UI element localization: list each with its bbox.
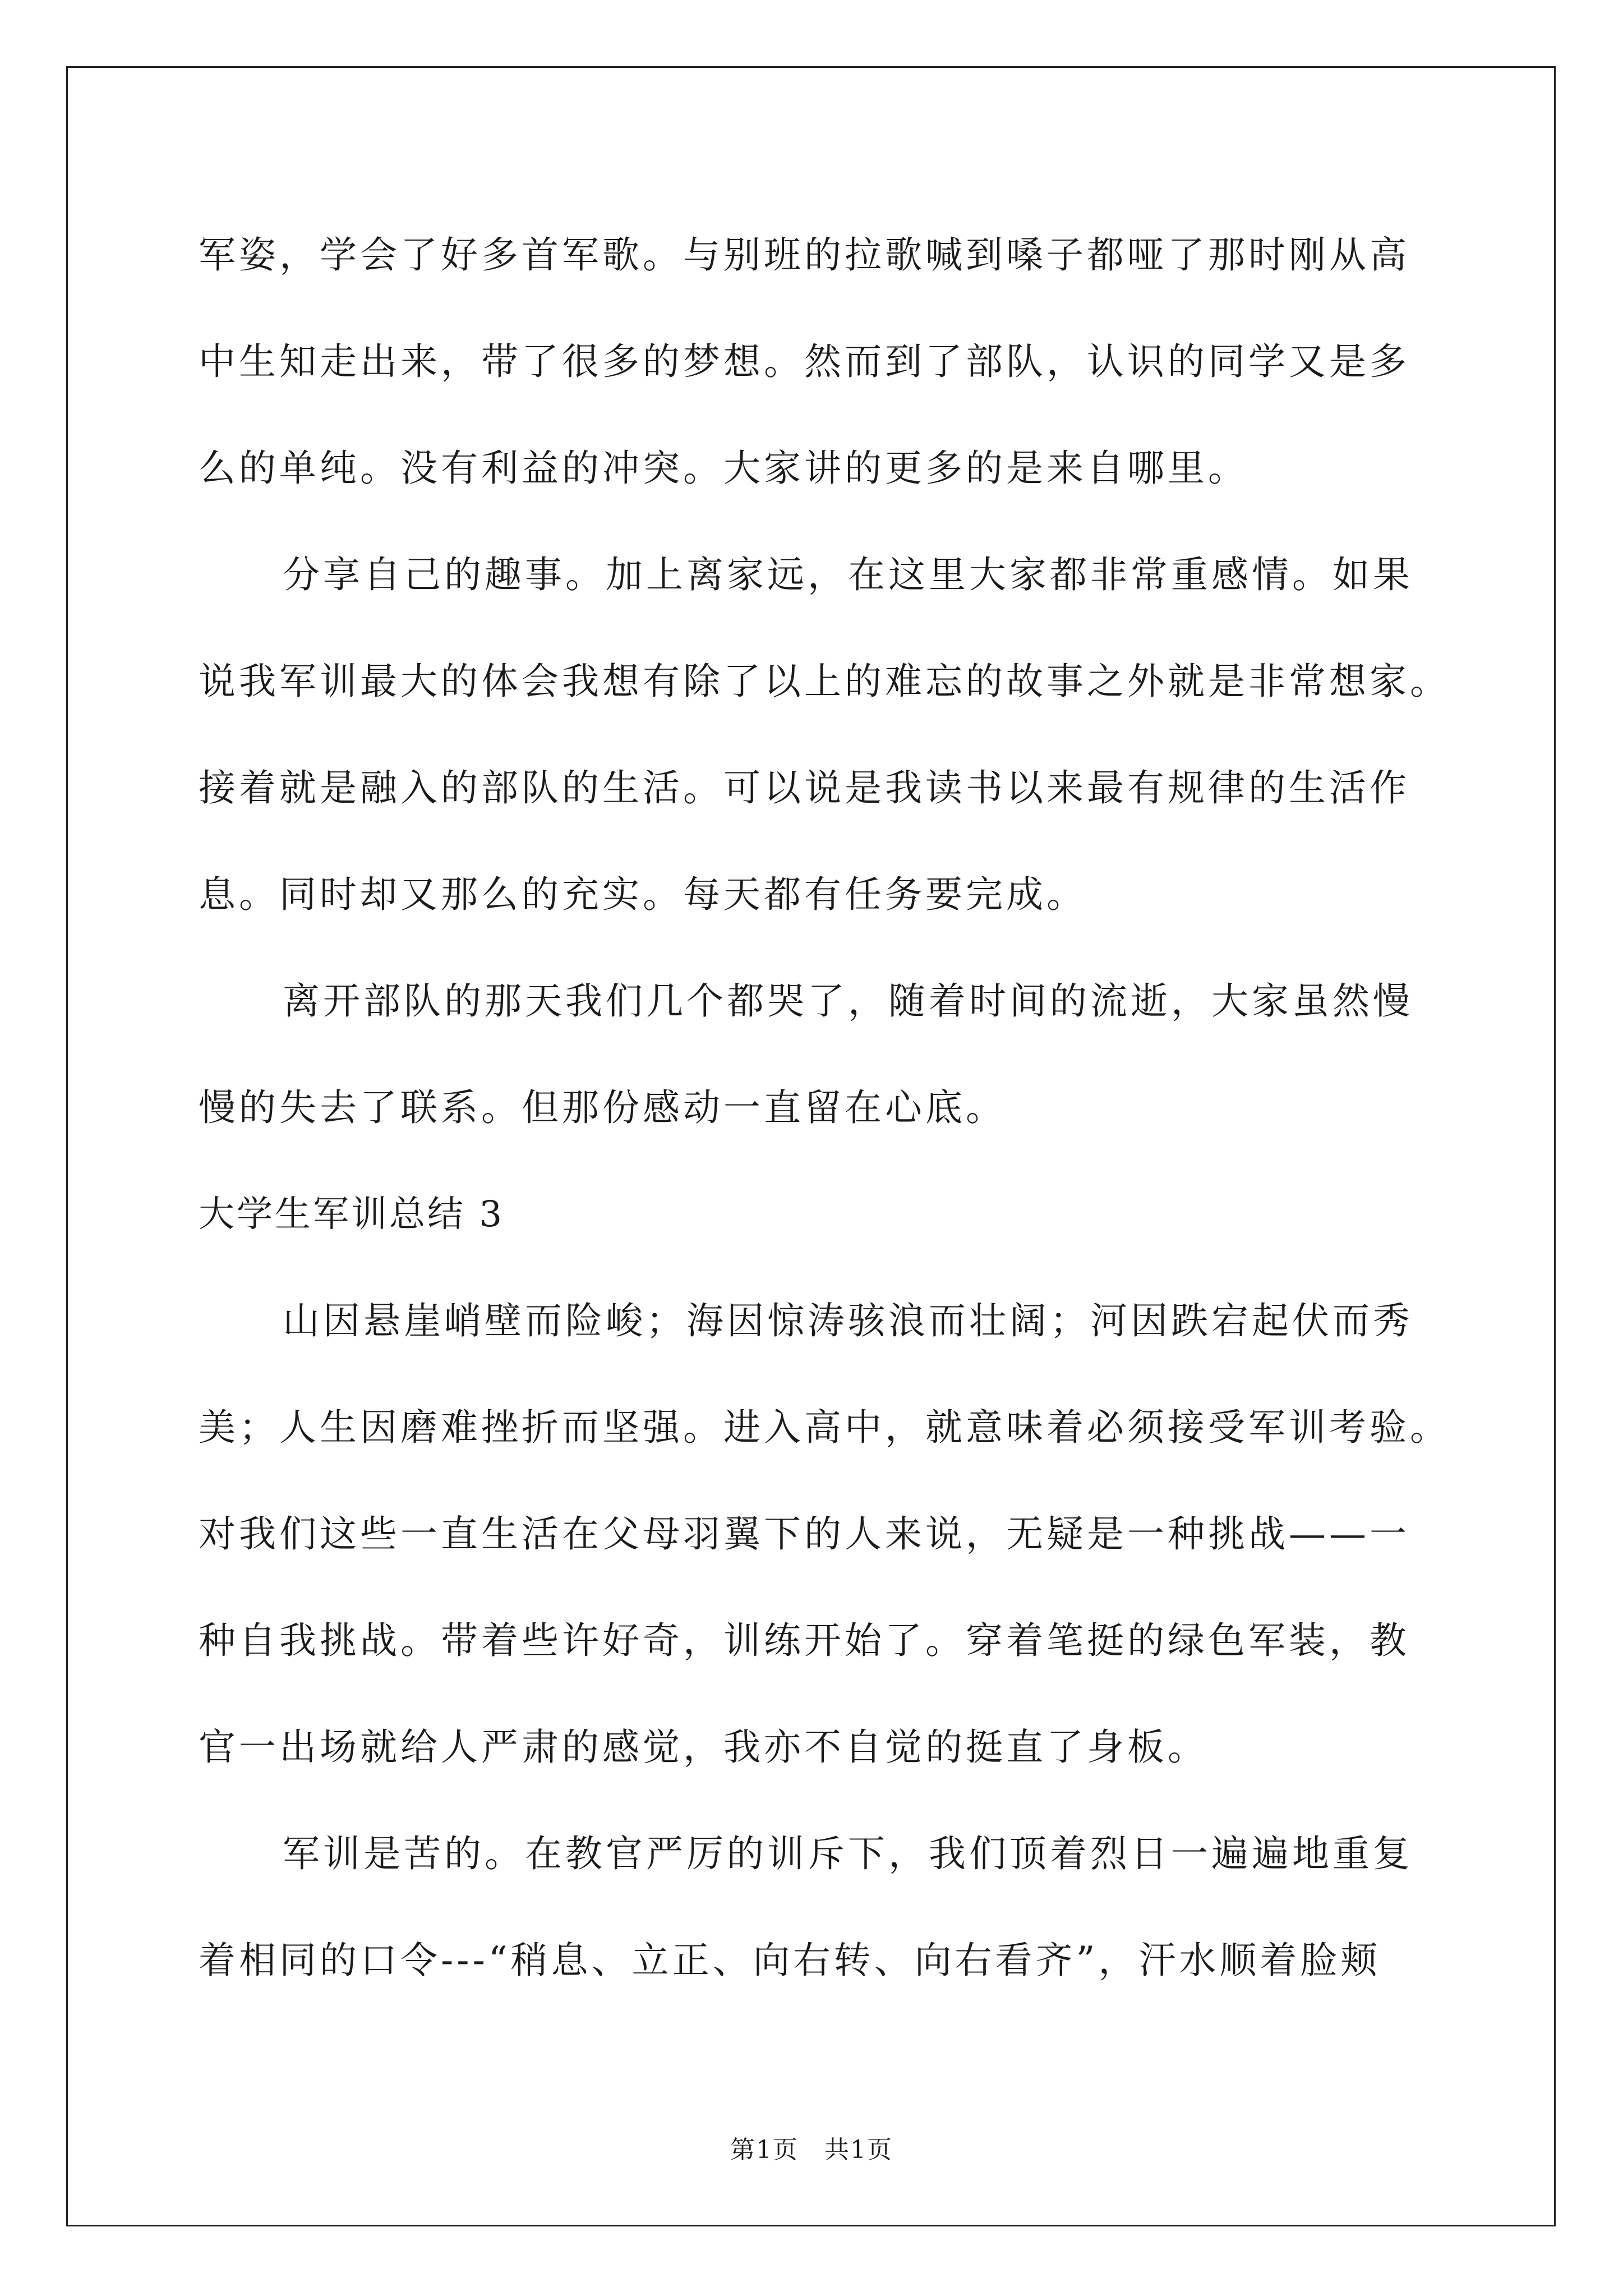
text-line: 么的单纯。没有利益的冲突。大家讲的更多的是来自哪里。 [199, 447, 1248, 490]
text-line: 军姿，学会了好多首军歌。与别班的拉歌喊到嗓子都哑了那时刚从高 [199, 233, 1410, 277]
text-line: 接着就是融入的部队的生活。可以说是我读书以来最有规律的生活作 [199, 766, 1410, 809]
text-line: 军训是苦的。在教官严厉的训斥下，我们顶着烈日一遍遍地重复 [283, 1832, 1413, 1875]
page-number: 第1页 共1页 [730, 2136, 893, 2164]
text-line: 中生知走出来，带了很多的梦想。然而到了部队，认识的同学又是多 [199, 340, 1410, 383]
text-line: 息。同时却又那么的充实。每天都有任务要完成。 [199, 873, 1087, 916]
text-line: 着相同的口令---“稍息、立正、向右转、向右看齐”，汗水顺着脸颊 [199, 1939, 1381, 1982]
text-line: 对我们这些一直生活在父母羽翼下的人来说，无疑是一种挑战——一 [199, 1512, 1410, 1556]
text-line: 美；人生因磨难挫折而坚强。进入高中，就意味着必须接受军训考验。 [199, 1406, 1450, 1449]
text-line: 分享自己的趣事。加上离家远，在这里大家都非常重感情。如果 [283, 553, 1413, 596]
text-line: 慢的失去了联系。但那份感动一直留在心底。 [199, 1086, 1006, 1129]
page-footer [0, 2129, 1623, 2165]
text-line: 种自我挑战。带着些许好奇，训练开始了。穿着笔挺的绿色军装，教 [199, 1619, 1410, 1662]
section-heading: 大学生军训总结 3 [199, 1194, 505, 1235]
text-line: 山因悬崖峭壁而险峻；海因惊涛骇浪而壮阔；河因跌宕起伏而秀 [283, 1299, 1413, 1342]
document-body [199, 202, 1472, 2014]
text-line: 离开部队的那天我们几个都哭了，随着时间的流逝，大家虽然慢 [283, 979, 1413, 1023]
text-line: 说我军训最大的体会我想有除了以上的难忘的故事之外就是非常想家。 [199, 660, 1450, 703]
text-line: 官一出场就给人严肃的感觉，我亦不自觉的挺直了身板。 [199, 1726, 1208, 1769]
